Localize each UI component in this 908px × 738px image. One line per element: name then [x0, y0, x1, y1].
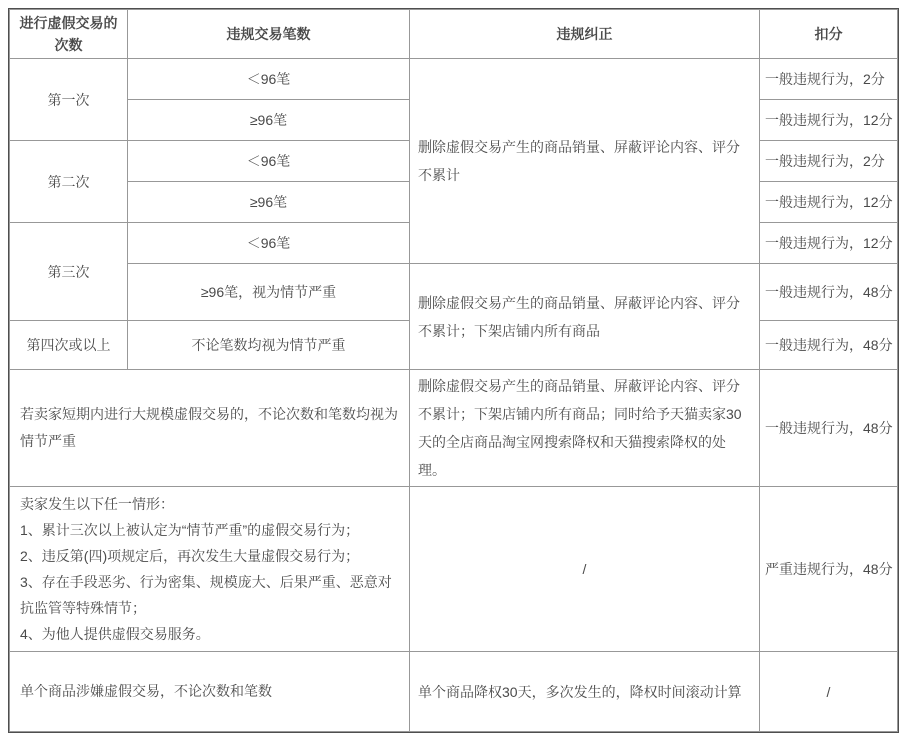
cell-deduction-2: 一般违规行为，12分: [760, 100, 898, 141]
cell-correction-with-delist: 删除虚假交易产生的商品销量、屏蔽评论内容、评分不累计；下架店铺内所有商品: [410, 264, 760, 370]
header-violation-count: 违规交易笔数: [128, 10, 410, 59]
cell-deduction-6: 一般违规行为，48分: [760, 264, 898, 321]
table-row: [10, 59, 898, 100]
header-points-deduction: 扣分: [760, 10, 898, 59]
table-row: [10, 487, 898, 652]
cell-correction-slash: /: [410, 487, 760, 652]
cell-occurrence-third: 第三次: [10, 223, 128, 321]
table-row: [10, 370, 898, 487]
cell-deduction-4: 一般违规行为，12分: [760, 182, 898, 223]
penalty-table-frame: [8, 8, 899, 733]
scenario-item-3: 3、存在手段恶劣、行为密集、规模庞大、后果严重、恶意对抗监管等特殊情节；: [20, 574, 392, 616]
cell-single-item-suspected: 单个商品涉嫌虚假交易，不论次数和笔数: [10, 652, 410, 732]
cell-correction-single-item: 单个商品降权30天，多次发生的，降权时间滚动计算: [410, 652, 760, 732]
scenario-item-4: 4、为他人提供虚假交易服务。: [20, 626, 210, 642]
cell-count-lt96-1: ＜96笔: [128, 59, 410, 100]
cell-deduction-5: 一般违规行为，12分: [760, 223, 898, 264]
cell-correction-with-delist-demote: 删除虚假交易产生的商品销量、屏蔽评论内容、评分不累计；下架店铺内所有商品；同时给予天猫卖家30天的全店商品淘宝网搜索降权和天猫搜索降权的处理。: [410, 370, 760, 487]
cell-deduction-7: 一般违规行为，48分: [760, 321, 898, 370]
cell-deduction-8: 一般违规行为，48分: [760, 370, 898, 487]
scenario-item-1: 1、累计三次以上被认定为“情节严重”的虚假交易行为；: [20, 522, 360, 538]
cell-deduction-3: 一般违规行为，2分: [760, 141, 898, 182]
header-row: [10, 10, 898, 59]
cell-count-lt96-3: ＜96笔: [128, 223, 410, 264]
cell-occurrence-first: 第一次: [10, 59, 128, 141]
cell-deduction-1: 一般违规行为，2分: [760, 59, 898, 100]
header-occurrence-times: 进行虚假交易的次数: [10, 10, 128, 59]
table-row: [10, 652, 898, 732]
cell-deduction-10: /: [760, 652, 898, 732]
scenario-item-2: 2、违反第(四)项规定后，再次发生大量虚假交易行为；: [20, 548, 360, 564]
cell-severe-scenarios: [10, 487, 410, 652]
cell-occurrence-second: 第二次: [10, 141, 128, 223]
cell-count-gte96-severe: ≥96笔，视为情节严重: [128, 264, 410, 321]
cell-count-gte96-1: ≥96笔: [128, 100, 410, 141]
fake-transaction-penalty-table: [9, 9, 898, 732]
scenario-intro: 卖家发生以下任一情形：: [20, 496, 174, 512]
table-row: [10, 264, 898, 321]
header-violation-correction: 违规纠正: [410, 10, 760, 59]
cell-count-lt96-2: ＜96笔: [128, 141, 410, 182]
cell-count-any-severe: 不论笔数均视为情节严重: [128, 321, 410, 370]
cell-count-gte96-2: ≥96笔: [128, 182, 410, 223]
cell-bulk-fake-transactions: 若卖家短期内进行大规模虚假交易的，不论次数和笔数均视为情节严重: [10, 370, 410, 487]
cell-deduction-9: 严重违规行为，48分: [760, 487, 898, 652]
cell-occurrence-fourth-or-more: 第四次或以上: [10, 321, 128, 370]
cell-correction-basic: 删除虚假交易产生的商品销量、屏蔽评论内容、评分不累计: [410, 59, 760, 264]
